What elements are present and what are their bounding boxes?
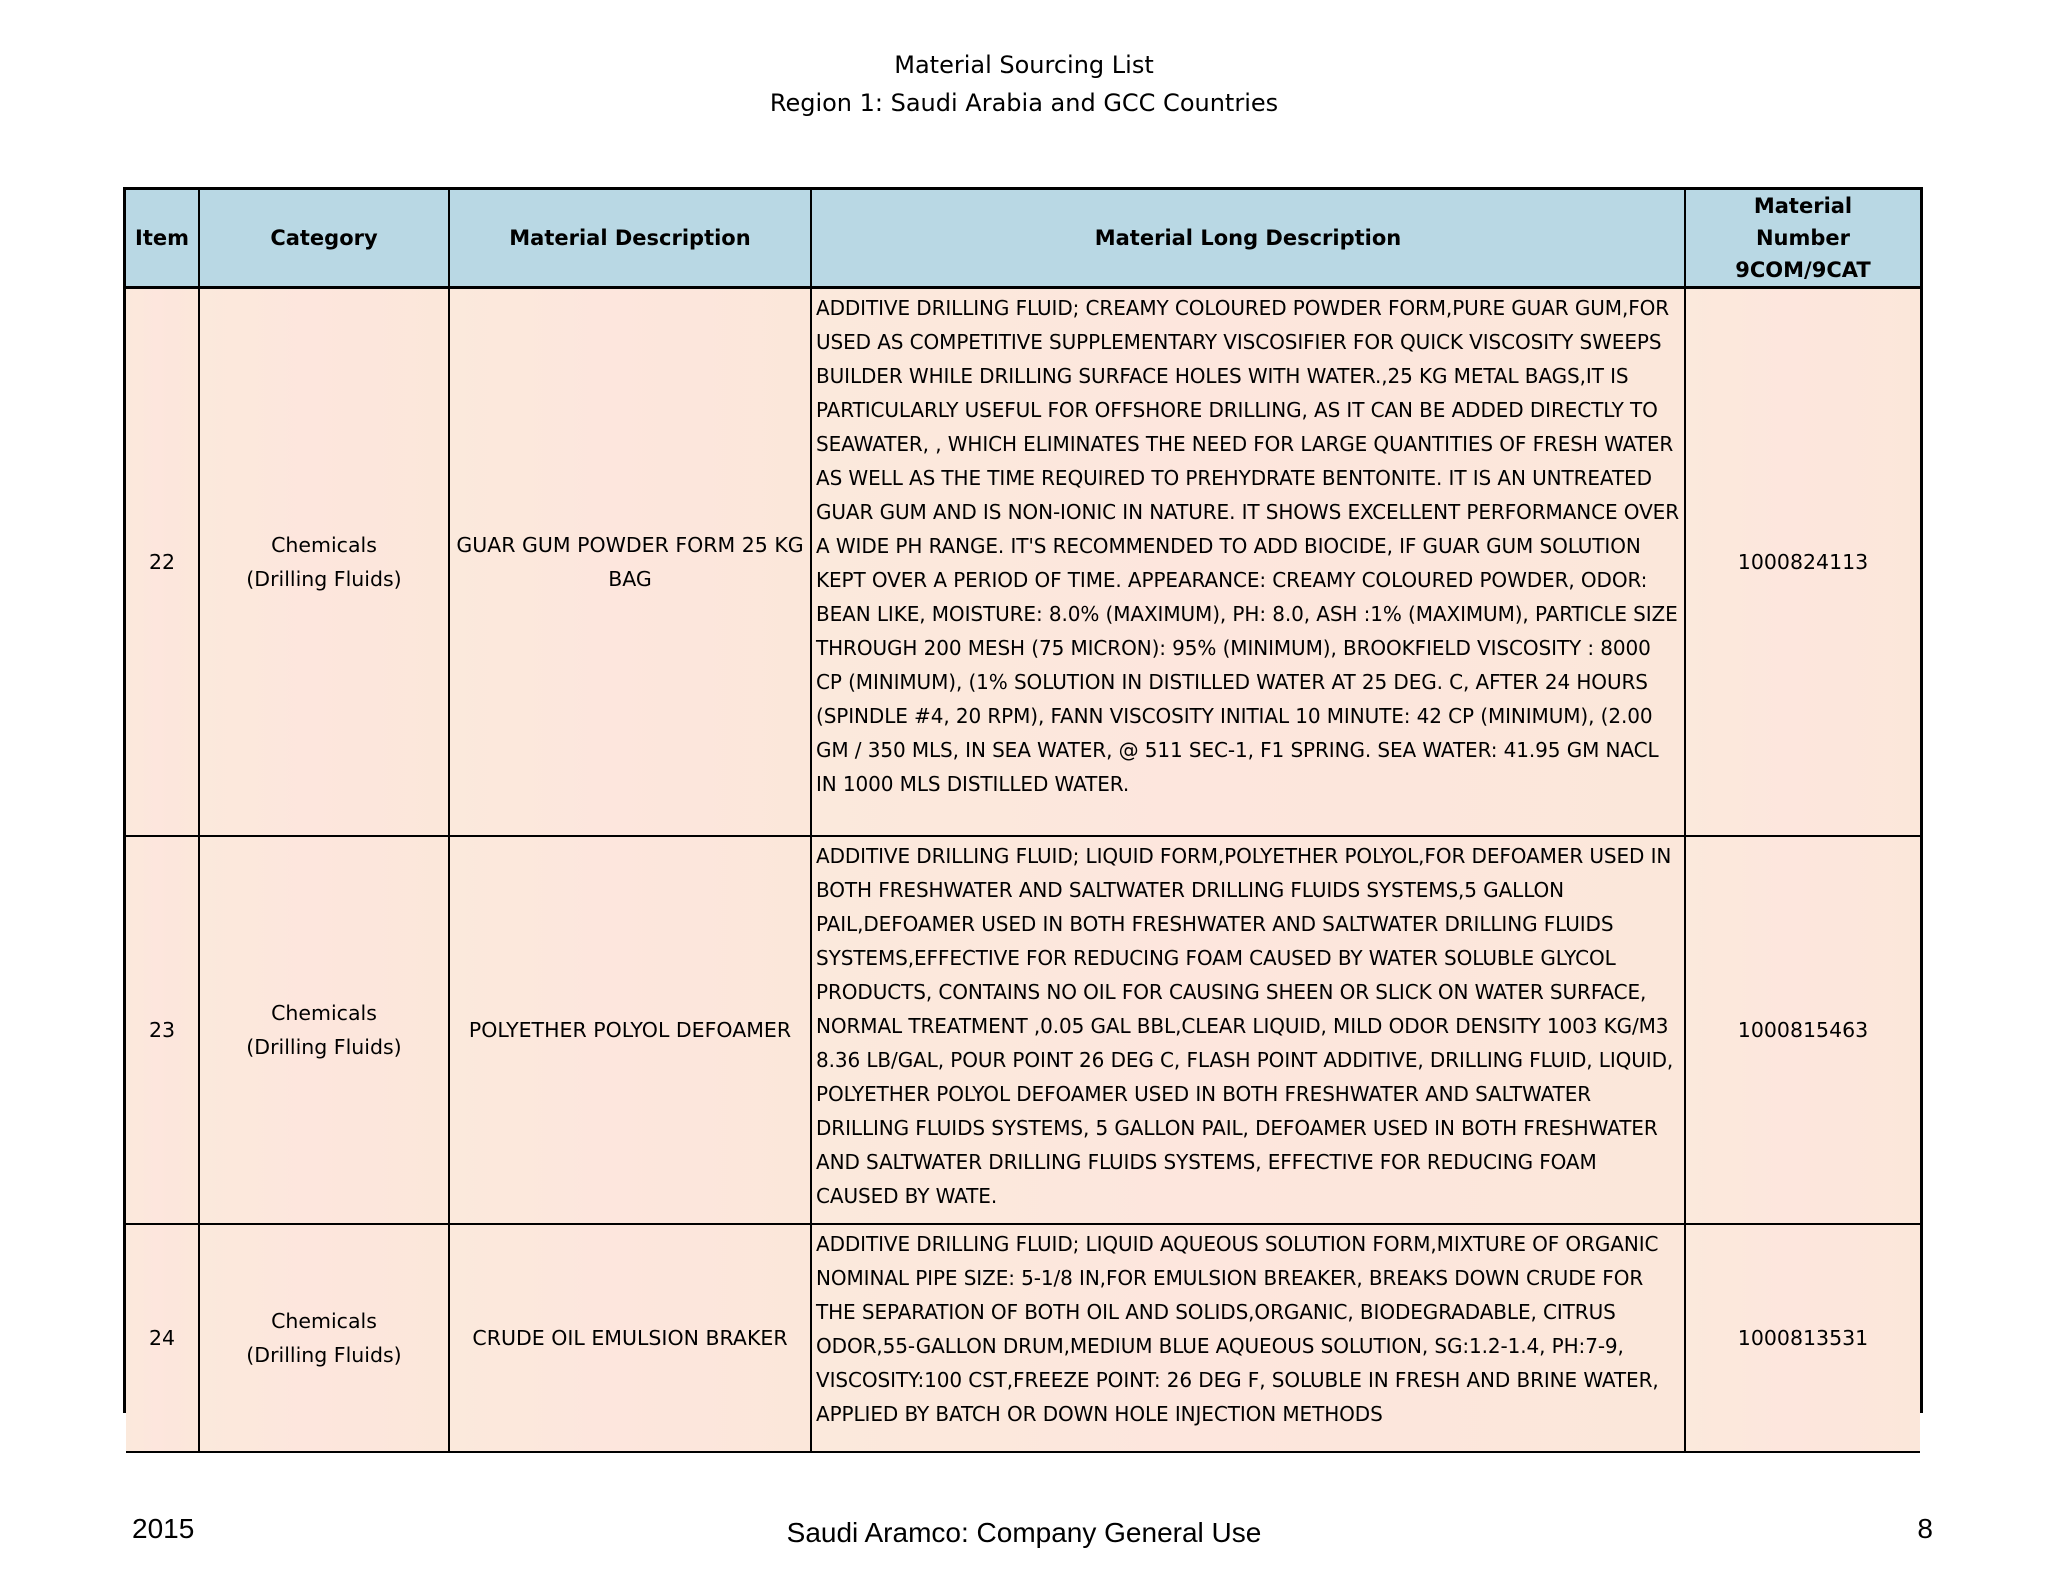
material-description-cell: POLYETHER POLYOL DEFOAMER xyxy=(449,836,811,1224)
column-header-material-description: Material Description xyxy=(449,190,811,288)
table-row xyxy=(126,1224,1920,1452)
material-long-description-cell: ADDITIVE DRILLING FLUID; CREAMY COLOURED POWDER FORM,PURE GUAR GUM,FOR USED AS COMPETITIVE SUPPLEMENTARY VISCOSIFIER FOR QUICK VISCOSITY SWEEPS BUILDER WHILE DRILLING SURFACE HOLES WITH WATER.,25 KG METAL BAGS,IT IS PARTICULARLY USEFUL FOR OFFSHORE DRILLING, AS IT CAN BE ADDED DIRECTLY TO SEAWATER, , WHICH ELIMINATES THE NEED FOR LARGE QUANTITIES OF FRESH WATER AS WELL AS THE TIME REQUIRED TO PREHYDRATE BENTONITE. IT IS AN UNTREATED GUAR GUM AND IS NON-IONIC IN NATURE. IT SHOWS EXCELLENT PERFORMANCE OVER A WIDE PH RANGE. IT'S RECOMMENDED TO ADD BIOCIDE, IF GUAR GUM SOLUTION KEPT OVER A PERIOD OF TIME. APPEARANCE: CREAMY COLOURED POWDER, ODOR: BEAN LIKE, MOISTURE: 8.0% (MAXIMUM), PH: 8.0, ASH :1% (MAXIMUM), PARTICLE SIZE THROUGH 200 MESH (75 MICRON): 95% (MINIMUM), BROOKFIELD VISCOSITY : 8000 CP (MINIMUM), (1% SOLUTION IN DISTILLED WATER AT 25 DEG. C, AFTER 24 HOURS (SPINDLE #4, 20 RPM), FANN VISCOSITY INITIAL 10 MINUTE: 42 CP (MINIMUM), (2.00 GM / 350 MLS, IN SEA WATER, @ 511 SEC-1, F1 SPRING. SEA WATER: 41.95 GM NACL IN 1000 MLS DISTILLED WATER. xyxy=(811,288,1685,837)
item-cell: 24 xyxy=(126,1224,199,1452)
material-long-description-cell: ADDITIVE DRILLING FLUID; LIQUID FORM,POLYETHER POLYOL,FOR DEFOAMER USED IN BOTH FRESHWATER AND SALTWATER DRILLING FLUIDS SYSTEMS,5 GALLON PAIL,DEFOAMER USED IN BOTH FRESHWATER AND SALTWATER DRILLING FLUIDS SYSTEMS,EFFECTIVE FOR REDUCING FOAM CAUSED BY WATER SOLUBLE GLYCOL PRODUCTS, CONTAINS NO OIL FOR CAUSING SHEEN OR SLICK ON WATER SURFACE, NORMAL TREATMENT ,0.05 GAL BBL,CLEAR LIQUID, MILD ODOR DENSITY 1003 KG/M3 8.36 LB/GAL, POUR POINT 26 DEG C, FLASH POINT ADDITIVE, DRILLING FLUID, LIQUID, POLYETHER POLYOL DEFOAMER USED IN BOTH FRESHWATER AND SALTWATER DRILLING FLUIDS SYSTEMS, 5 GALLON PAIL, DEFOAMER USED IN BOTH FRESHWATER AND SALTWATER DRILLING FLUIDS SYSTEMS, EFFECTIVE FOR REDUCING FOAM CAUSED BY WATE. xyxy=(811,836,1685,1224)
column-header-material-number xyxy=(1685,190,1920,288)
category-subline: (Drilling Fluids) xyxy=(246,1035,402,1059)
table-header-row xyxy=(126,190,1920,288)
category-cell xyxy=(199,288,449,837)
material-description-cell: CRUDE OIL EMULSION BRAKER xyxy=(449,1224,811,1452)
column-header-material-long-description: Material Long Description xyxy=(811,190,1685,288)
material-number-cell: 1000815463 xyxy=(1685,836,1920,1224)
material-number-header-text: Material Number 9COM/9CAT xyxy=(1735,194,1871,282)
long-description-text: ADDITIVE DRILLING FLUID; LIQUID AQUEOUS SOLUTION FORM,MIXTURE OF ORGANIC NOMINAL PIPE SIZE: 5-1/8 IN,FOR EMULSION BREAKER, BREAKS DOWN CRUDE FOR THE SEPARATION OF BOTH OIL AND SOLIDS,ORGANIC, BIODEGRADABLE, CITRUS ODOR,55-GALLON DRUM,MEDIUM BLUE AQUEOUS SOLUTION, SG:1.2-1.4, PH:7-9, VISCOSITY:100 CST,FREEZE POINT: 26 DEG F, SOLUBLE IN FRESH AND BRINE WATER, APPLIED BY BATCH OR DOWN HOLE INJECTION METHODS xyxy=(816,1232,1659,1426)
material-table-container xyxy=(123,187,1923,1426)
category-subline: (Drilling Fluids) xyxy=(246,567,402,591)
table-row xyxy=(126,288,1920,837)
item-cell: 23 xyxy=(126,836,199,1224)
material-number-cell: 1000824113 xyxy=(1685,288,1920,837)
material-description-cell: GUAR GUM POWDER FORM 25 KG BAG xyxy=(449,288,811,837)
column-header-category: Category xyxy=(199,190,449,288)
footer-classification: Saudi Aramco: Company General Use xyxy=(786,1517,1262,1548)
category-cell xyxy=(199,836,449,1224)
table-row xyxy=(126,836,1920,1224)
material-long-description-cell xyxy=(811,1224,1685,1452)
material-number-cell: 1000813531 xyxy=(1685,1224,1920,1452)
footer-year: 2015 xyxy=(132,1513,195,1544)
page-title: Material Sourcing List xyxy=(894,51,1154,79)
category-cell xyxy=(199,1224,449,1452)
category-line: Chemicals xyxy=(271,1001,377,1025)
category-line: Chemicals xyxy=(271,533,377,557)
item-cell: 22 xyxy=(126,288,199,837)
category-subline: (Drilling Fluids) xyxy=(246,1343,402,1367)
material-table xyxy=(126,190,1920,1453)
column-header-item: Item xyxy=(126,190,199,288)
page-subtitle: Region 1: Saudi Arabia and GCC Countries xyxy=(769,89,1279,117)
footer-page-number: 8 xyxy=(1917,1513,1933,1544)
category-line: Chemicals xyxy=(271,1309,377,1333)
